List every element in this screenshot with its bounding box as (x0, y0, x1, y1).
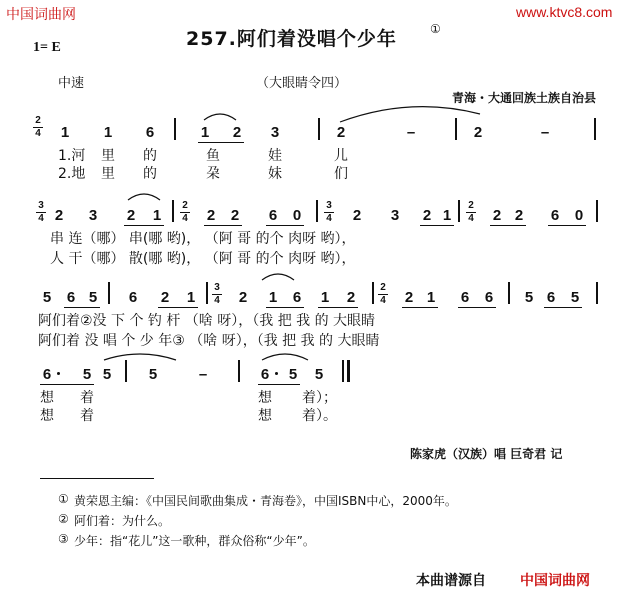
note: 1 (268, 289, 278, 306)
note: 6 (260, 366, 270, 383)
note: 2 (352, 207, 362, 224)
time-signature: 3 4 (212, 283, 222, 306)
beam-underline (402, 307, 438, 308)
barline (172, 200, 174, 222)
beam-underline (40, 384, 94, 385)
note: 5 (82, 366, 92, 383)
note-dash: – (198, 366, 208, 383)
note: 6 (292, 289, 302, 306)
barline (458, 200, 460, 222)
barline (455, 118, 457, 140)
lyric-line-1: 串 连（哪） 串(哪 哟)， （阿 哥 的个 肉呀 哟）， (50, 231, 356, 247)
watermark-site-url: www.ktvc8.com (516, 4, 613, 20)
final-barline (347, 360, 350, 382)
note: 1 (200, 124, 210, 141)
slur-s1-b (340, 107, 480, 122)
barline (594, 118, 596, 140)
footnote-text: 黄荣恩主编：《中国民间歌曲集成・青海卷》，中国ISBN中心，2000年。 (74, 494, 457, 508)
note: 2 (346, 289, 356, 306)
lyric-line-2: 阿们着 没 唱 个 少 年③ （啥 呀），（我 把 我 的 大眼睛 (38, 333, 380, 349)
watermark-site-name: 中国词曲网 (6, 7, 76, 23)
beam-underline (198, 142, 244, 143)
source-prefix: 本曲谱源自 (416, 573, 486, 589)
barline (508, 282, 510, 304)
barline (174, 118, 176, 140)
footnote-mark: ③ (58, 532, 69, 546)
lyric: 着 (80, 390, 94, 406)
time-signature: 3 4 (324, 201, 334, 224)
beam-underline (318, 307, 358, 308)
beam-underline (124, 225, 164, 226)
beam-underline (266, 307, 304, 308)
tempo-marking: 中速 (58, 76, 85, 91)
lyric: 想 (40, 408, 54, 424)
augmentation-dot (275, 372, 278, 375)
barline (596, 282, 598, 304)
note: 2 (404, 289, 414, 306)
time-signature: 2 4 (33, 116, 43, 139)
footnote-mark: ② (58, 512, 69, 526)
beam-underline (158, 307, 198, 308)
note: 2 (473, 124, 483, 141)
title-footnote-mark: ① (430, 22, 441, 36)
note: 5 (314, 366, 324, 383)
note: 2 (514, 207, 524, 224)
note: 3 (390, 207, 400, 224)
lyric: 想 (258, 408, 272, 424)
key-signature: 1= E (33, 40, 61, 55)
note: 1 (186, 289, 196, 306)
beam-underline (490, 225, 526, 226)
note-dash: – (406, 124, 416, 141)
note: 1 (320, 289, 330, 306)
lyric: 着）； (302, 390, 337, 406)
slur-s3-a (262, 274, 294, 280)
barline (108, 282, 110, 304)
lyric: 想 (40, 390, 54, 406)
barline (372, 282, 374, 304)
barline (125, 360, 127, 382)
note: 6 (128, 289, 138, 306)
lyric: 的 (143, 148, 157, 164)
barline (318, 118, 320, 140)
lyric: 2.地 (58, 166, 86, 182)
barline (316, 200, 318, 222)
note: 0 (292, 207, 302, 224)
time-signature: 2 4 (180, 201, 190, 224)
note: 2 (206, 207, 216, 224)
time-signature: 2 4 (466, 201, 476, 224)
note-dash: – (540, 124, 550, 141)
region-label: 青海・大通回族土族自治县 (452, 91, 597, 105)
note: 2 (238, 289, 248, 306)
footnote-text: 阿们着：为什么。 (74, 514, 171, 528)
beam-underline (544, 307, 582, 308)
lyric: 们 (334, 166, 348, 182)
note: 2 (336, 124, 346, 141)
footnote-mark: ① (58, 492, 69, 506)
note: 1 (426, 289, 436, 306)
page-title: 257.阿们着没唱个少年 (186, 28, 397, 50)
lyric-line-2: 人 干（哪） 散(哪 哟)， （阿 哥 的个 肉呀 哟）， (50, 251, 356, 267)
barline (238, 360, 240, 382)
note: 6 (268, 207, 278, 224)
note: 1 (152, 207, 162, 224)
beam-underline (420, 225, 454, 226)
lyric: 的 (143, 166, 157, 182)
footnote-text: 少年：指“花儿”这一歌种，群众俗称“少年”。 (74, 534, 315, 548)
note: 5 (148, 366, 158, 383)
lyric: 想 (258, 390, 272, 406)
lyric: 娃 (268, 148, 282, 164)
beam-underline (64, 307, 100, 308)
lyric: 着 (80, 408, 94, 424)
note: 5 (102, 366, 112, 383)
note: 3 (270, 124, 280, 141)
beam-underline (266, 225, 304, 226)
note: 5 (288, 366, 298, 383)
barline (206, 282, 208, 304)
lyric: 里 (101, 166, 115, 182)
performer-credit: 陈家虎（汉族）唱 巨奇君 记 (410, 447, 563, 461)
lyric: 着）。 (302, 408, 337, 424)
note: 3 (88, 207, 98, 224)
beam-underline (458, 307, 496, 308)
note: 6 (460, 289, 470, 306)
beam-underline (258, 384, 300, 385)
beam-underline (204, 225, 242, 226)
beam-underline (548, 225, 586, 226)
note: 6 (546, 289, 556, 306)
note: 1 (60, 124, 70, 141)
note: 5 (570, 289, 580, 306)
slur-s4-a (104, 354, 176, 360)
note: 2 (54, 207, 64, 224)
note: 6 (550, 207, 560, 224)
lyric: 1.河 (58, 148, 86, 164)
lyric: 朶 (206, 166, 220, 182)
augmentation-dot (57, 372, 60, 375)
song-subtitle: （大眼睛令四） (256, 76, 348, 91)
footnote-divider (40, 478, 154, 479)
note: 2 (422, 207, 432, 224)
note: 2 (160, 289, 170, 306)
slur-s4-b (262, 354, 308, 360)
time-signature: 2 4 (378, 283, 388, 306)
barline (596, 200, 598, 222)
note: 0 (574, 207, 584, 224)
lyric-line-1: 阿们着②没 下 个 钓 杆 （啥 呀），（我 把 我 的 大眼睛 (38, 313, 376, 329)
lyric: 妹 (268, 166, 282, 182)
note: 2 (492, 207, 502, 224)
note: 1 (103, 124, 113, 141)
note: 6 (484, 289, 494, 306)
note: 5 (42, 289, 52, 306)
time-signature: 3 4 (36, 201, 46, 224)
lyric: 鱼 (206, 148, 220, 164)
note: 6 (145, 124, 155, 141)
note: 5 (524, 289, 534, 306)
note: 1 (442, 207, 452, 224)
lyric: 里 (101, 148, 115, 164)
slur-s2-a (128, 194, 160, 200)
note: 2 (232, 124, 242, 141)
note: 2 (230, 207, 240, 224)
source-site-link[interactable]: 中国词曲网 (520, 573, 590, 589)
slur-s1-a (204, 114, 236, 120)
note: 6 (42, 366, 52, 383)
note: 5 (88, 289, 98, 306)
note: 6 (66, 289, 76, 306)
barline (342, 360, 344, 382)
note: 2 (126, 207, 136, 224)
lyric: 儿 (334, 148, 348, 164)
